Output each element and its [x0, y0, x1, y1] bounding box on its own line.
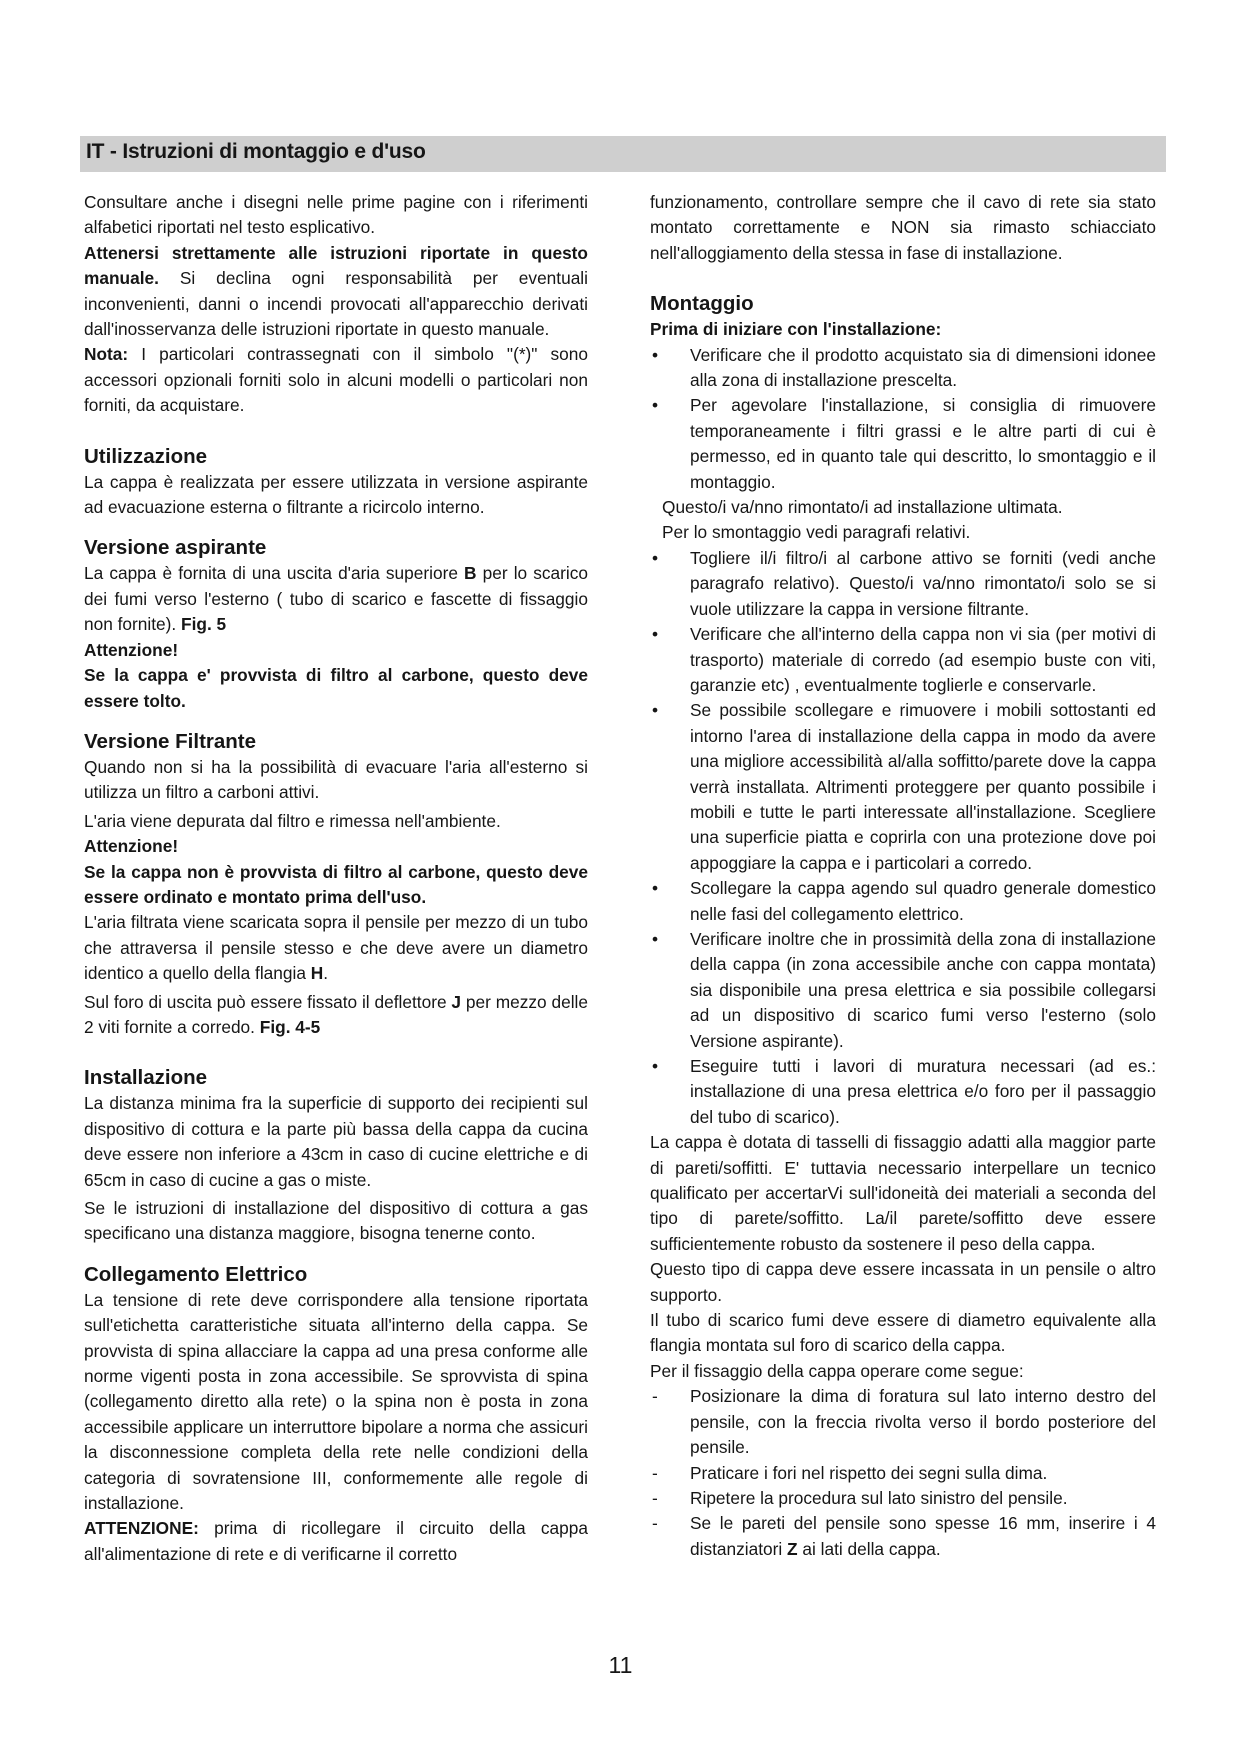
aspirante-text-2: per lo scarico dei fumi verso l'esterno ( tubo di scarico e fascette di fissaggio non fornite).: [84, 563, 588, 635]
incassata-paragraph: Questo tipo di cappa deve essere incassata in un pensile o altro supporto.: [650, 1259, 1156, 1305]
list-item-text: Scollegare la cappa agendo sul quadro generale domestico nelle fasi del collegamento elettrico.: [690, 878, 1156, 924]
montaggio-heading: Montaggio: [650, 292, 754, 316]
filtrante-text-4a: Sul foro di uscita può essere fissato il deflettore: [84, 991, 452, 1012]
list-item-text-end: ai lati della cappa.: [797, 1538, 941, 1559]
aspirante-fig-ref: Fig. 5: [181, 614, 227, 635]
list-item-text: Togliere il/i filtro/i al carbone attivo se forniti (vedi anche paragrafo relativo). Questo/i va/nno rimontato/i solo se si vuole utilizzare la cappa in versione filtrante.: [690, 547, 1156, 619]
dash-marker: -: [652, 1462, 658, 1483]
list-item-text: Se possibile scollegare e rimuovere i mobili sottostanti ed intorno l'area di installazione della cappa in modo da avere una migliore accessibilità al/alla soffitto/parete dove la cappa verrà installata. Altrimenti proteggere per quanto possibile i mobili e tutte le parti interessate all'installazione. Scegliere una superficie piatta e coprirla con una protezione dove poi appoggiare la cappa e i particolari a corredo.: [690, 700, 1156, 873]
list-item: [650, 1511, 1156, 1562]
nota-paragraph: [84, 342, 588, 418]
nota-text: I particolari contrassegnati con il simbolo "(*)" sono accessori opzionali forniti solo in alcuni modelli o particolari non forniti, da acquistare.: [84, 344, 588, 416]
ref-z: Z: [787, 1538, 798, 1559]
list-item-text: Per agevolare l'installazione, si consiglia di rimuovere temporaneamente i filtri grassi e le altre parti di cui è permesso, ed in quanto tale qui descritto, lo smontaggio e il montaggio.: [690, 395, 1156, 492]
intro-warning-bold: Attenersi strettamente alle istruzioni riportate in questo manuale.: [84, 242, 588, 289]
filtrante-fig-ref: Fig. 4-5: [259, 1016, 321, 1037]
page-number: 11: [608, 1652, 633, 1678]
bullet-marker: •: [652, 928, 659, 949]
filtrante-attention: Attenzione!: [84, 836, 179, 857]
list-item: [650, 876, 1156, 927]
collegamento-text-1: La tensione di rete deve corrispondere alla tensione riportata sull'etichetta caratteristiche situata all'interno della cappa. Se provvista di spina allacciare la cappa ad una presa conforme alle norme vigenti posta in zona accessibile. Se sprovvista di spina (collegamento diretto alla rete) o la spina non è posta in zona accessibile applicare un interruttore bipolare a norma che assicuri la disconnessione completa della rete nelle condizioni della categoria di sovratensione III, conformemente alle regole di installazione.: [84, 1289, 588, 1514]
versione-filtrante-heading: Versione Filtrante: [84, 729, 257, 753]
list-item: [650, 622, 1156, 698]
nota-label: Nota:: [84, 344, 129, 365]
fissaggio-steps: [650, 1384, 1156, 1562]
list-item-text: Se le pareti del pensile sono spesse 16 mm, inserire i 4 distanziatori: [690, 1513, 1156, 1559]
filtrante-text-4b: per mezzo delle 2 viti fornite a corredo.: [84, 991, 588, 1037]
rimontato-note: Questo/i va/nno rimontato/i ad installazione ultimata.: [662, 497, 1063, 518]
installazione-text-2: Se le istruzioni di installazione del dispositivo di cottura a gas specificano una distanza maggiore, bisogna tenerne conto.: [84, 1198, 588, 1244]
bullet-marker: •: [652, 395, 659, 416]
list-item: [650, 546, 1156, 622]
utilizzazione-text: La cappa è realizzata per essere utilizzata in versione aspirante ad evacuazione esterna o filtrante a ricircolo interno.: [84, 471, 588, 518]
utilizzazione-heading: Utilizzazione: [84, 444, 208, 468]
list-item-text: Praticare i fori nel rispetto dei segni sulla dima.: [690, 1462, 1048, 1483]
list-item-text: Posizionare la dima di foratura sul lato interno destro del pensile, con la freccia rivolta verso il bordo posteriore del pensile.: [690, 1386, 1156, 1458]
aspirante-ref-b: B: [464, 563, 477, 584]
filtrante-text-1: Quando non si ha la possibilità di evacuare l'aria all'esterno si utilizza un filtro a carboni attivi.: [84, 756, 588, 803]
dash-marker: -: [652, 1513, 658, 1534]
filtrante-text-3: [84, 910, 588, 986]
list-item: [650, 927, 1156, 1054]
collegamento-text-2: [84, 1516, 588, 1567]
bullet-marker: •: [652, 1056, 659, 1076]
fissaggio-intro: Per il fissaggio della cappa operare come segue:: [650, 1360, 1024, 1381]
bullet-marker: •: [652, 700, 659, 721]
page-title: IT - Istruzioni di montaggio e d'uso: [86, 140, 426, 163]
smontaggio-note: Per lo smontaggio vedi paragrafi relativi.: [662, 522, 971, 543]
filtrante-text-2: L'aria viene depurata dal filtro e rimessa nell'ambiente.: [84, 810, 501, 831]
collegamento-attention: ATTENZIONE:: [84, 1518, 199, 1539]
collegamento-continued: funzionamento, controllare sempre che il cavo di rete sia stato montato correttamente e NON sia rimasto schiacciato nell'alloggiamento della stessa in fase di installazione.: [650, 192, 1156, 263]
aspirante-text-1: La cappa è fornita di una uscita d'aria superiore: [84, 563, 465, 584]
list-item: [650, 1054, 1156, 1130]
list-item: [650, 393, 1156, 495]
filtrante-ref-h: H: [310, 963, 324, 984]
filtrante-text-3a: L'aria filtrata viene scaricata sopra il pensile per mezzo di un tubo che attraversa il pensile stesso e che deve avere un diametro identico a quello della flangia: [84, 912, 588, 984]
installazione-text-1: La distanza minima fra la superficie di supporto dei recipienti sul dispositivo di cottura e la parte più bassa della cappa da cucina deve essere non inferiore a 43cm in caso di cucine elettriche e di 65cm in caso di cucine a gas o miste.: [84, 1093, 588, 1190]
installazione-heading: Installazione: [84, 1066, 208, 1090]
preparation-list-b: [650, 546, 1156, 1130]
bullet-marker: •: [652, 344, 659, 365]
list-item-text: Verificare inoltre che in prossimità della zona di installazione della cappa (in zona accessibile anche con cappa montata) sia disponibile una presa elettrica e sia possibile collegarsi ad un dispositivo di scarico fumi verso l'esterno (solo Versione aspirante).: [690, 928, 1156, 1051]
intro-warning-text: Si declina ogni responsabilità per eventuali inconvenienti, danni o incendi provocati all'apparecchio derivati dall'inosservanza delle istruzioni riportate in questo manuale.: [84, 268, 588, 340]
list-item-text: Ripetere la procedura sul lato sinistro del pensile.: [690, 1487, 1068, 1508]
aspirante-attention: Attenzione!: [84, 639, 179, 660]
collegamento-elettrico-heading: Collegamento Elettrico: [84, 1262, 308, 1286]
list-item: [650, 698, 1156, 876]
prima-di-iniziare-label: Prima di iniziare con l'installazione:: [650, 319, 942, 340]
left-column: [84, 190, 588, 1567]
versione-aspirante-text: [84, 561, 588, 637]
bullet-marker: •: [652, 878, 659, 899]
tubo-scarico-paragraph: Il tubo di scarico fumi deve essere di diametro equivalente alla flangia montata sul foro di scarico della cappa.: [650, 1310, 1156, 1356]
list-item: [650, 1461, 1156, 1486]
right-column: [650, 190, 1156, 1562]
bullet-marker: •: [652, 624, 659, 645]
versione-aspirante-heading: Versione aspirante: [84, 536, 267, 560]
section-header-bar: [80, 136, 1166, 172]
intro-paragraph: Consultare anche i disegni nelle prime pagine con i riferimenti alfabetici riportati nel testo esplicativo.: [84, 192, 588, 238]
list-item: [650, 1384, 1156, 1460]
list-item-text: Verificare che il prodotto acquistato sia di dimensioni idonee alla zona di installazione prescelta.: [690, 344, 1156, 391]
list-item: [650, 343, 1156, 394]
filtrante-warning: Se la cappa non è provvista di filtro al carbone, questo deve essere ordinato e montato prima dell'uso.: [84, 861, 588, 907]
list-item-text: Eseguire tutti i lavori di muratura necessari (ad es.: installazione di una presa elettrica e/o foro per il passaggio del tubo di scarico).: [690, 1056, 1156, 1127]
list-item-text: Verificare che all'interno della cappa non vi sia (per motivi di trasporto) materiale di corredo (ad esempio buste con viti, garanzie etc) , eventualmente toglierle e conservarle.: [690, 624, 1156, 695]
tasselli-paragraph: La cappa è dotata di tasselli di fissaggio adatti alla maggior parte di pareti/soffitti. E' tuttavia necessario interpellare un tecnico qualificato per accertarVi sull'idoneità dei materiali a seconda del tipo di parete/soffitto. La/il parete/soffitto deve essere sufficientemente robusto da sostenere il peso della cappa.: [650, 1132, 1156, 1254]
filtrante-text-4: [84, 990, 588, 1041]
intro-warning-paragraph: [84, 241, 588, 343]
preparation-list-a: [650, 343, 1156, 495]
dash-marker: -: [652, 1487, 658, 1508]
filtrante-text-3b: .: [323, 963, 329, 984]
collegamento-text-2b: prima di ricollegare il circuito della cappa all'alimentazione di rete e di verificarne il corretto: [84, 1518, 588, 1564]
dash-marker: -: [652, 1386, 658, 1407]
bullet-marker: •: [652, 547, 659, 568]
filtrante-ref-j: J: [451, 991, 462, 1012]
aspirante-warning: Se la cappa e' provvista di filtro al carbone, questo deve essere tolto.: [84, 665, 588, 711]
list-item: [650, 1486, 1156, 1511]
